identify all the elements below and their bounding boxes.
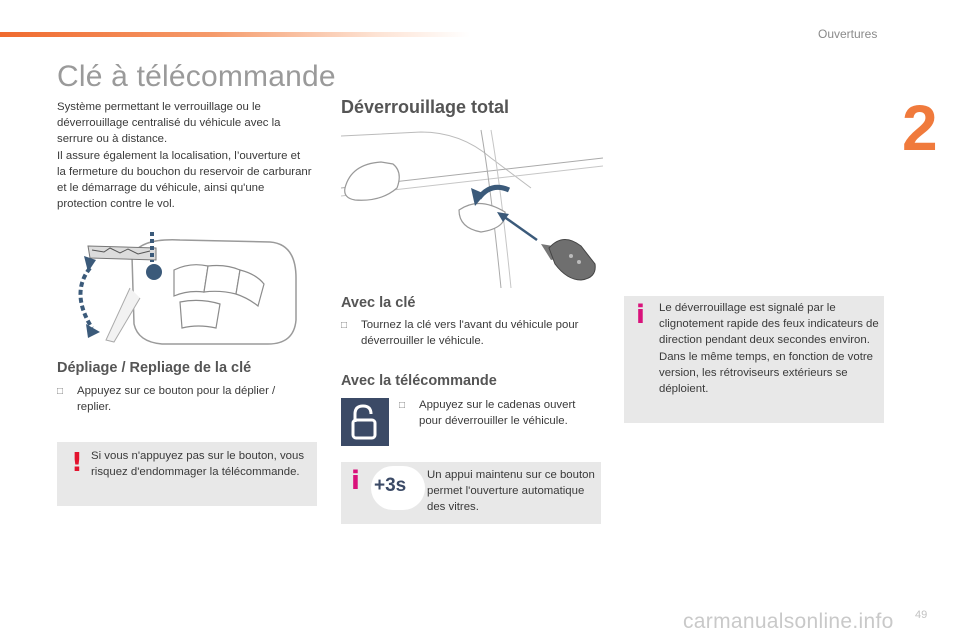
bullet-marker: □ <box>341 320 348 331</box>
avec-cle-heading: Avec la clé <box>341 295 416 311</box>
plus-3s-label: +3s <box>374 475 407 496</box>
header-accent-bar <box>0 32 470 37</box>
info-box-signal <box>624 296 884 423</box>
chapter-number: 2 <box>902 92 938 164</box>
key-fold-illustration <box>70 228 300 346</box>
bullet-marker: □ <box>399 400 406 411</box>
unlock-button-illustration <box>341 398 389 446</box>
unlock-padlock-icon <box>341 398 389 446</box>
avec-telecommande-heading: Avec la télécommande <box>341 373 497 389</box>
depliage-heading: Dépliage / Repliage de la clé <box>57 360 252 376</box>
door-lock-illustration <box>341 128 603 288</box>
avec-telecommande-bullet <box>399 397 599 429</box>
watermark: carmanualsonline.info <box>683 610 894 633</box>
info-signal-line1: Le déverrouillage est signalé par le clignotement rapide des feux indicateurs de direction pendant deux secondes environ. <box>659 302 879 347</box>
depliage-bullet <box>57 383 302 415</box>
avec-cle-bullet-text: Tournez la clé vers l'avant du véhicule pour déverrouiller le véhicule. <box>361 319 579 348</box>
warning-box <box>57 442 317 506</box>
warning-text: Si vous n'appuyez pas sur le bouton, vous risquez d'endommager la télécommande. <box>91 450 305 479</box>
warning-icon: ! <box>71 448 83 478</box>
info-vitres-text: Un appui maintenu sur ce bouton permet l'ouverture automatique des vitres. <box>427 469 595 514</box>
section-label: Ouvertures <box>818 27 878 41</box>
info-icon: i <box>351 466 360 496</box>
deverrouillage-heading: Déverrouillage total <box>341 97 510 117</box>
page-title: Clé à télécommande <box>57 60 336 93</box>
depliage-bullet-text: Appuyez sur ce bouton pour la déplier / replier. <box>77 385 276 414</box>
intro-paragraph-2: Il assure également la localisation, l’ouverture et la fermeture du bouchon du reservoir de carburanr et le démarrage du véhicule, ainsi qu'une protection contre le vol. <box>57 149 312 211</box>
avec-cle-bullet <box>341 317 603 349</box>
bullet-marker: □ <box>57 386 64 397</box>
page-number: 49 <box>915 609 928 621</box>
info-icon: i <box>636 300 645 330</box>
info-box-vitres <box>341 462 601 524</box>
intro-text <box>57 99 312 212</box>
intro-paragraph-1: Système permettant le verrouillage ou le déverrouillage centralisé du véhicule avec la serrure ou à distance. <box>57 101 281 146</box>
info-signal-line2: Dans le même temps, en fonction de votre version, les rétroviseurs extérieurs se déploient. <box>659 350 873 396</box>
info-signal-text <box>659 300 881 397</box>
plus-3s-badge <box>371 466 425 510</box>
avec-telecommande-bullet-text: Appuyez sur le cadenas ouvert pour déverrouiller le véhicule. <box>419 399 576 428</box>
